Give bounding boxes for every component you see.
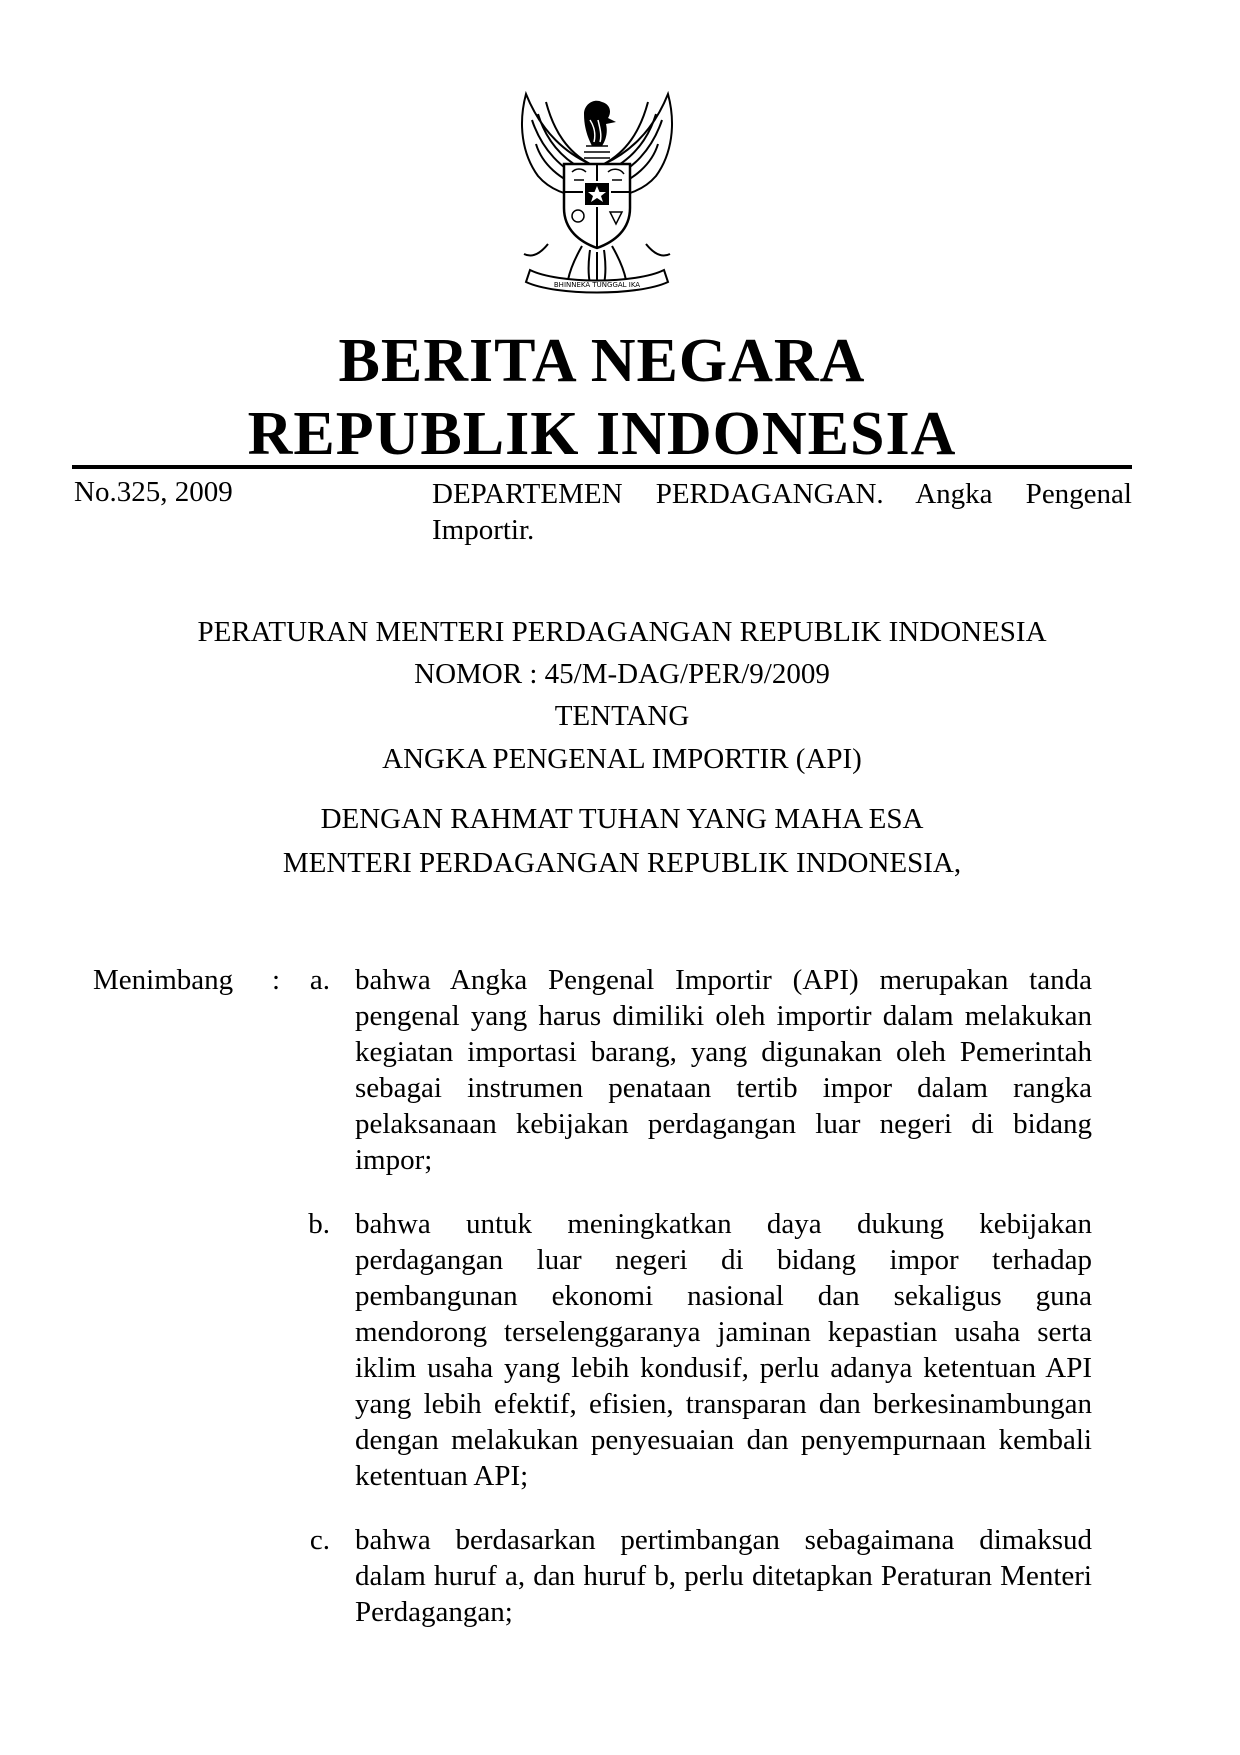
considering-item-text: bahwa berdasarkan pertimbangan sebagaimana dimaksud dalam huruf a, dan huruf b, perlu ditetapkan Peraturan Menteri Perdagangan; xyxy=(355,1524,1092,1628)
regulation-number: NOMOR : 45/M-DAG/PER/9/2009 xyxy=(414,658,830,690)
regulation-title: PERATURAN MENTERI PERDAGANGAN REPUBLIK INDONESIA xyxy=(197,616,1047,648)
regulation-about: TENTANG xyxy=(554,700,690,732)
considering-item-letter: c. xyxy=(309,1524,330,1556)
considering-item-letter: a. xyxy=(309,964,330,996)
considering-label: Menimbang xyxy=(93,964,234,996)
garuda-emblem-icon xyxy=(498,84,696,302)
considering-item-text: bahwa Angka Pengenal Importir (API) merupakan tanda pengenal yang harus dimiliki oleh importir dalam melakukan kegiatan importasi barang, yang digunakan oleh Pemerintah sebagai instrumen penataan tertib impor dalam rangka pelaksanaan kebijakan perdagangan luar negeri di bidang impor; xyxy=(355,964,1092,1176)
regulation-subject: ANGKA PENGENAL IMPORTIR (API) xyxy=(382,743,862,775)
considering-colon: : xyxy=(272,964,281,996)
svg-text:BHINNEKA TUNGGAL IKA: BHINNEKA TUNGGAL IKA xyxy=(553,281,641,289)
minister-line: MENTERI PERDAGANGAN REPUBLIK INDONESIA, xyxy=(282,847,962,879)
masthead-rule xyxy=(72,465,1132,469)
masthead-line-1: BERITA NEGARA xyxy=(338,327,866,395)
masthead-line-2: REPUBLIK INDONESIA xyxy=(247,400,957,468)
issue-description: DEPARTEMEN PERDAGANGAN. Angka Pengenal Importir. xyxy=(432,478,1132,546)
issue-number: No.325, 2009 xyxy=(74,476,233,508)
divine-grace-line: DENGAN RAHMAT TUHAN YANG MAHA ESA xyxy=(320,803,924,835)
considering-item-letter: b. xyxy=(308,1208,330,1240)
considering-item-text: bahwa untuk meningkatkan daya dukung kebijakan perdagangan luar negeri di bidang impor terhadap pembangunan ekonomi nasional dan sekaligus guna mendorong terselenggaranya jaminan kepastian usaha serta iklim usaha yang lebih kondusif, perlu adanya ketentuan API yang lebih efektif, efisien, transparan dan berkesinambungan dengan melakukan penyesuaian dan penyempurnaan kembali ketentuan API; xyxy=(355,1208,1092,1492)
